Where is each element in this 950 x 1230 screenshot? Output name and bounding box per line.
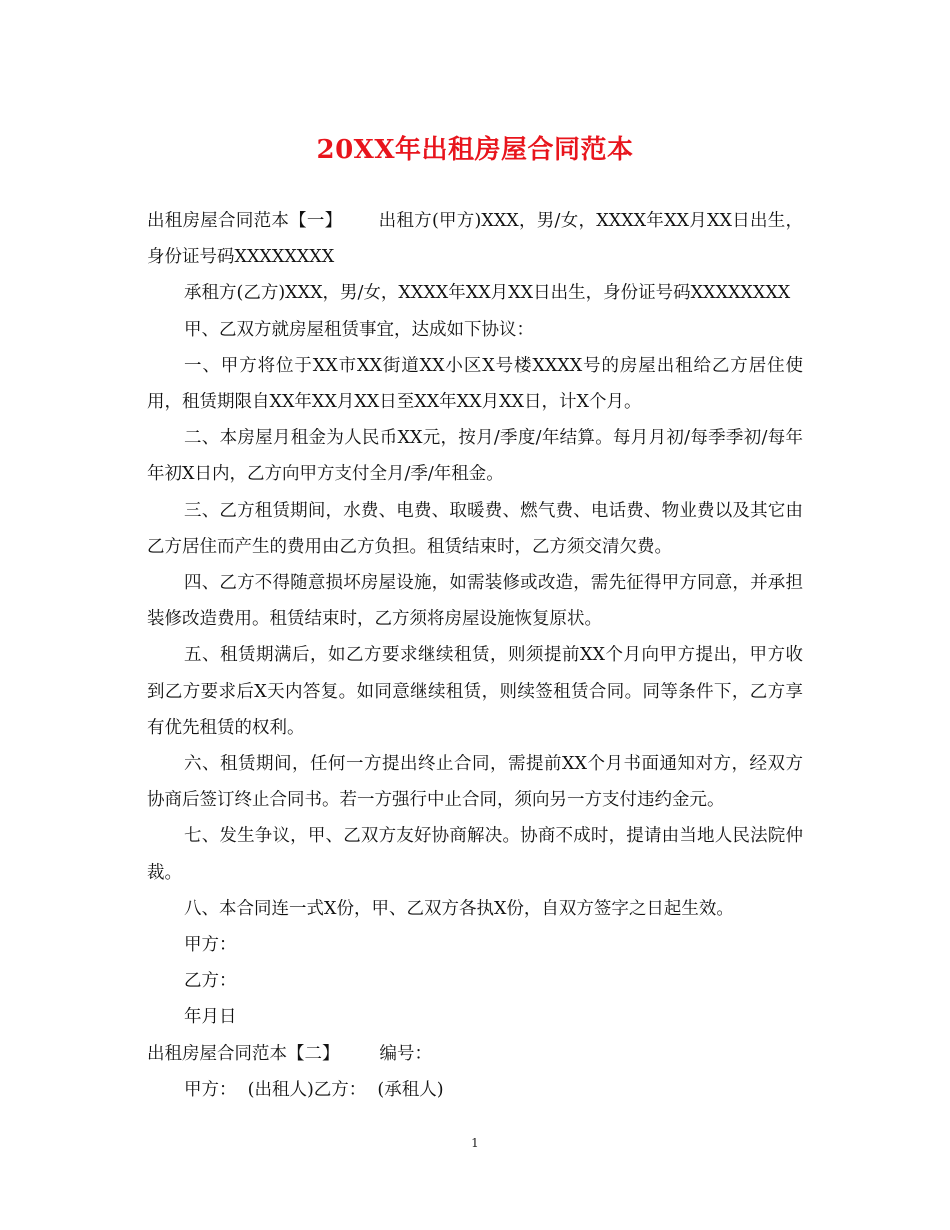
paragraph: 甲、乙双方就房屋租赁事宜，达成如下协议： (184, 319, 534, 340)
section2-heading: 出租房屋合同范本【二】 (147, 1043, 340, 1064)
paragraph: 四、乙方不得随意损坏房屋设施，如需装修或改造，需先征得甲方同意，并承担装修改造费用。租赁结束时，乙方须将房屋设施恢复原状。 (147, 573, 803, 630)
paragraph: 二、本房屋月租金为人民币XX元，按月/季度/年结算。每月月初/每季季初/每年年初X日内，乙方向甲方支付全月/季/年租金。 (147, 428, 803, 485)
paragraph: 八、本合同连一式X份，甲、乙双方各执X份，自双方签字之日起生效。 (184, 898, 734, 919)
lessor-info: 出租方(甲方)XXX，男/女，XXXX年XX月XX日出生，身份证号码XXXXXXXX (147, 211, 804, 268)
page-number: 1 (471, 1136, 479, 1150)
paragraph: 五、租赁期满后，如乙方要求继续租赁，则须提前XX个月向甲方提出，甲方收到乙方要求后X天内答复。如同意继续租赁，则续签租赁合同。同等条件下，乙方享有优先租赁的权利。 (147, 645, 803, 738)
contract-number-label: 编号： (379, 1043, 432, 1064)
paragraph: 三、乙方租赁期间，水费、电费、取暖费、燃气费、电话费、物业费以及其它由乙方居住而产生的费用由乙方负担。租赁结束时，乙方须交清欠费。 (147, 500, 803, 557)
signature-party-b: 乙方： (184, 971, 237, 992)
paragraph: 承租方(乙方)XXX，男/女，XXXX年XX月XX日出生，身份证号码XXXXXXXX (184, 283, 791, 304)
paragraph: 六、租赁期间，任何一方提出终止合同，需提前XX个月书面通知对方，经双方协商后签订终止合同书。若一方强行中止合同，须向另一方支付违约金元。 (147, 754, 803, 811)
section2-heading-line (147, 1036, 803, 1072)
signature-party-a: 甲方： (184, 935, 237, 956)
section2-parties: 甲方： (出租人)乙方： (承租人) (184, 1079, 444, 1100)
signature-date: 年月日 (184, 1007, 237, 1028)
paragraph: 七、发生争议，甲、乙双方友好协商解决。协商不成时，提请由当地人民法院仲裁。 (147, 826, 803, 883)
section1-first-paragraph (147, 203, 803, 275)
section1-heading: 出租房屋合同范本【一】 (147, 211, 343, 231)
document-body (147, 203, 803, 1108)
document-title: 20XX年出租房屋合同范本 (316, 135, 634, 165)
paragraph: 一、甲方将位于XX市XX街道XX小区X号楼XXXX号的房屋出租给乙方居住使用，租赁期限自XX年XX月XX日至XX年XX月XX日，计X个月。 (147, 355, 803, 413)
